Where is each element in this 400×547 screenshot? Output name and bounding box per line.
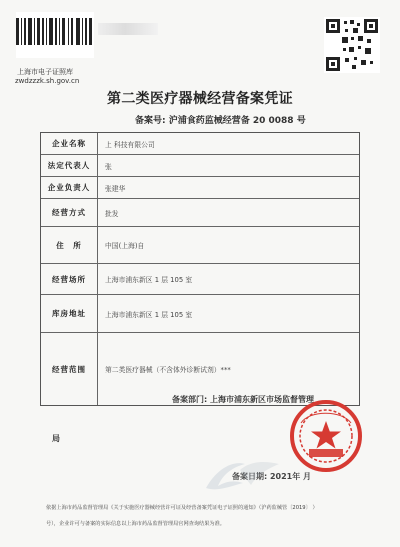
- field-label: 法定代表人: [41, 155, 98, 176]
- qr-code-icon: [324, 17, 380, 73]
- table-row: [41, 199, 359, 227]
- field-value: 第二类医疗器械（不含体外诊断试剂）***: [105, 366, 231, 374]
- site-label: 上海市电子证照库: [17, 68, 73, 76]
- certificate-table: [40, 132, 360, 406]
- redaction-block: [98, 23, 158, 35]
- table-row: [41, 227, 359, 264]
- field-value: 上海市浦东新区 1 层 105 室: [105, 276, 193, 284]
- site-url: zwdzzzk.sh.gov.cn: [15, 77, 80, 85]
- field-value: 批发: [105, 209, 119, 218]
- table-row: [41, 295, 359, 333]
- barcode-icon: [16, 12, 94, 58]
- field-label: 住 所: [41, 227, 98, 263]
- footnote: 号），企业许可与备案的实际信息以上海市药品监督管理局官网查询结果为准。: [46, 521, 225, 527]
- field-value: 张: [105, 162, 112, 171]
- table-row: [41, 177, 359, 199]
- table-row: [41, 155, 359, 177]
- issuing-department: 备案部门: 上海市浦东新区市场监督管理: [172, 395, 314, 404]
- department-tail: 局: [52, 434, 60, 443]
- record-number: 备案号: 沪浦食药监械经营备 20 0088 号: [135, 116, 306, 126]
- record-date: 备案日期: 2021年 月: [232, 472, 312, 481]
- field-label: 经营范围: [41, 333, 98, 405]
- table-row: [41, 264, 359, 295]
- field-label: 经营场所: [41, 264, 98, 294]
- field-value: 上 科技有限公司: [105, 140, 155, 149]
- watermark-icon: [198, 452, 288, 504]
- field-label: 企业名称: [41, 133, 98, 154]
- field-label: 库房地址: [41, 295, 98, 332]
- field-value: 中国(上海)自: [105, 242, 145, 250]
- field-label: 经营方式: [41, 199, 98, 226]
- document-title: 第二类医疗器械经营备案凭证: [107, 91, 293, 107]
- field-value: 张建华: [105, 184, 126, 193]
- official-seal-icon: [287, 397, 365, 475]
- field-value: 上海市浦东新区 1 层 105 室: [105, 310, 193, 319]
- footnote: 依据上海市药品监督管理局《关于实施医疗器械经营许可证及经营备案凭证电子证照的通知》（沪药监械管〔2019〕 ）: [46, 505, 318, 511]
- table-row: [41, 133, 359, 155]
- field-label: 企业负责人: [41, 177, 98, 198]
